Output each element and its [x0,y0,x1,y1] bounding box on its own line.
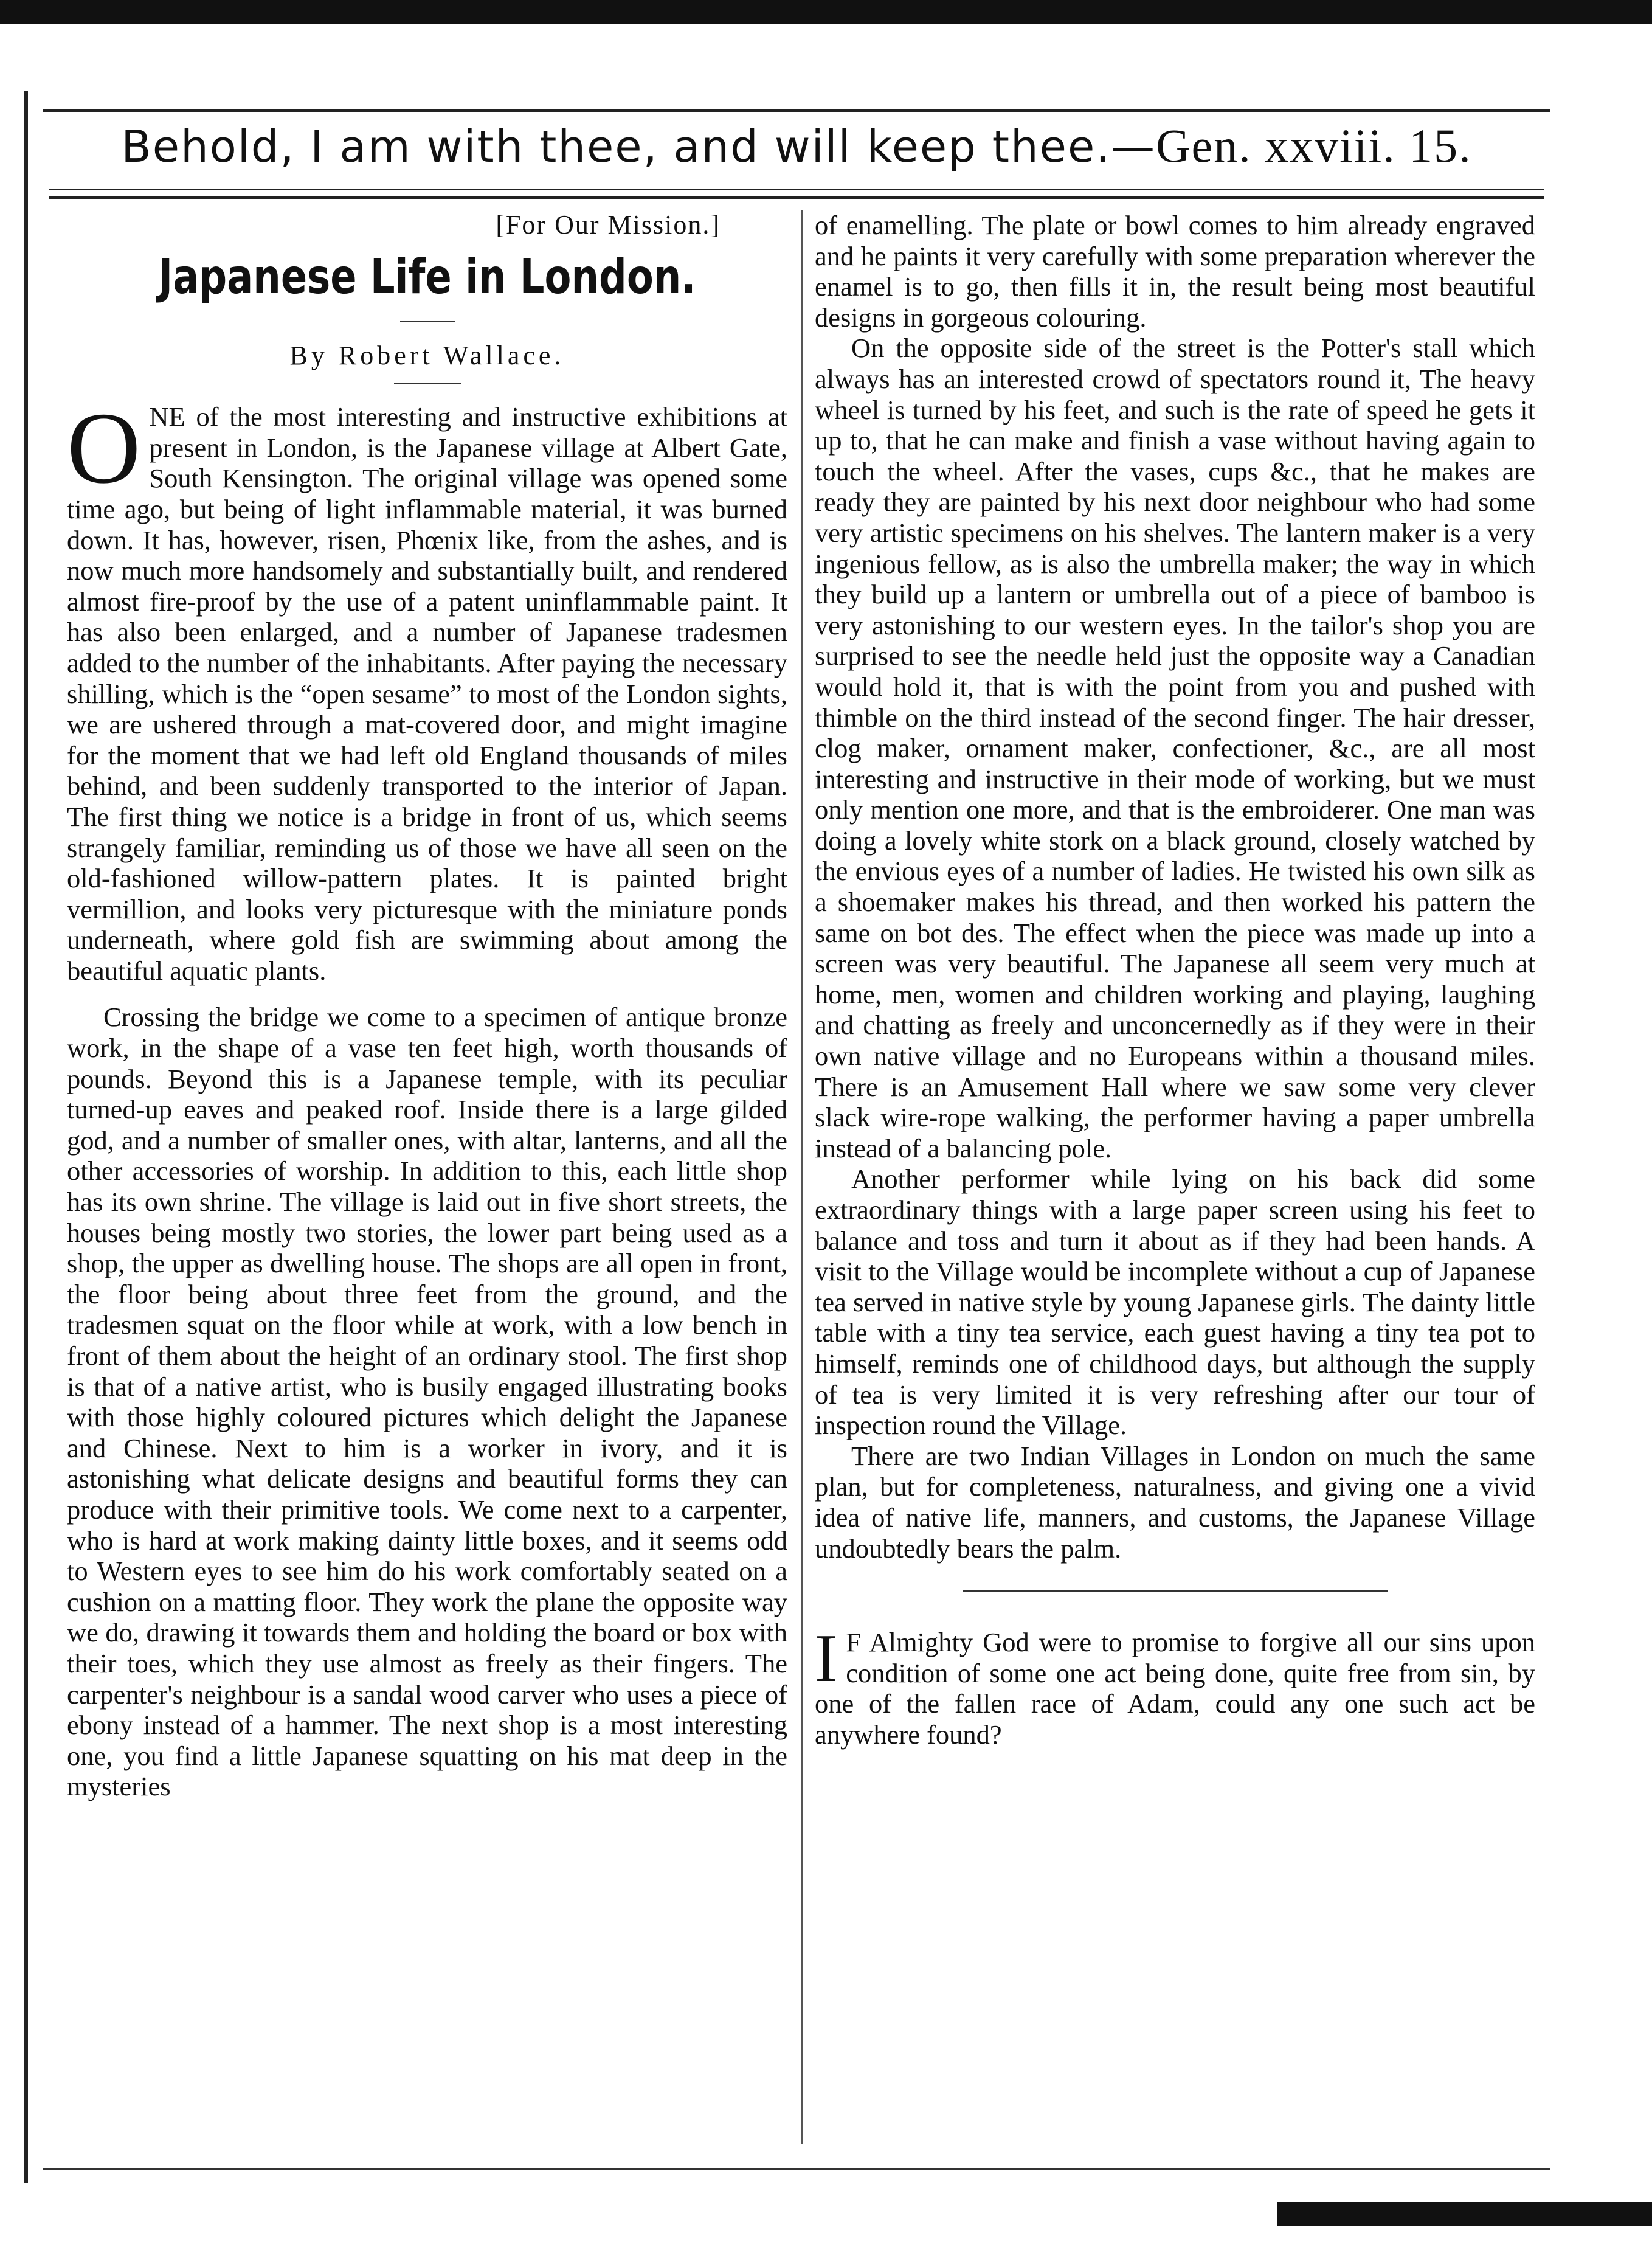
source-note: [For Our Mission.] [496,210,721,240]
page-header [49,116,1544,176]
left-page-edge [24,91,28,2183]
header-reference: Gen. xxviii. 15. [1156,119,1472,172]
closing-paragraph [815,1621,1535,1750]
column-divider [801,210,803,2144]
frame-top-rule [43,109,1550,112]
article-paragraph-6: There are two Indian Villages in London on much the same plan, but for completeness, naturalness, and giving one a vivid idea of native life, manners, and customs, the Japanese Village undoubtedly bears the palm. [815,1440,1535,1564]
title-rule [400,321,455,322]
byline-rule [394,383,461,384]
right-column [815,210,1535,1750]
article-byline: By Robert Wallace. [289,340,565,370]
closing-dropcap: I [815,1621,838,1697]
header-rule-thin [49,189,1544,190]
frame-bottom-rule [43,2168,1550,2170]
article-paragraph-2: Crossing the bridge we come to a specimen of antique bronze work, in the shape of a vase ten feet high, worth thousands of pounds. Beyond this is a Japanese temple, with its peculiar turned-up eaves and peaked roof. Inside there is a large gilded god, and a number of smaller ones, with altar, lanterns, and all the other accessories of worship. In addition to this, each little shop has its own shrine. The village is laid out in five short streets, the houses being mostly two stories, the lower part being used as a shop, the upper as dwelling house. The shops are all open in front, the floor being about three feet from the ground, and the tradesmen squat on the floor while at work, with a low bench in front of them about the height of an ordinary stool. The first shop is that of a native artist, who is busily engaged illustrating books with those highly coloured pictures which delight the Japanese and Chinese. Next to him is a worker in ivory, and it is astonishing what delicate designs and beautiful forms they can produce with their primitive tools. We come next to a carpenter, who is hard at work making dainty little boxes, and it seems odd to Western eyes to see him do his work comfortably seated on a cushion on a matting floor. They work the plane the opposite way we do, drawing it towards them and holding the board or box with their toes, which they use almost as freely as their fingers. The carpenter's neighbour is a sandal wood carver who uses a piece of ebony instead of a hammer. The next shop is a most interesting one, you find a little Japanese squatting on his mat deep in the mysteries [67,1002,787,1802]
article-title: Japanese Life in London. [158,249,696,305]
header-verse: Behold, I am with thee, and will keep thee.— [121,121,1156,172]
left-column [67,210,787,1802]
top-border-bar [0,0,1652,24]
header-rule-thick [49,196,1544,199]
section-divider [963,1590,1388,1592]
closing-text: F Almighty God were to promise to forgive all our sins upon condition of some one act being done, quite free from sin, by one of the fallen race of Adam, could any one such act be anywhere found? [815,1627,1535,1750]
bottom-border-bar [1277,2202,1652,2226]
paragraph-1-text: NE of the most interesting and instructive exhibitions at present in London, is the Japanese village at Albert Gate, South Kensington. The original village was opened some time ago, but being of light inflammable material, it was burned down. It has, however, risen, Phœnix like, from the ashes, and is now much more handsomely and substantially built, and rendered almost fire-proof by the use of a patent uninflammable paint. It has also been enlarged, and a number of Japanese tradesmen added to the number of the inhabitants. After paying the necessary shilling, which is the “open sesame” to most of the London sights, we are ushered through a mat-covered door, and might imagine for the moment that we had left old England thousands of miles behind, and been suddenly transported to the interior of Japan. The first thing we notice is a bridge in front of us, which seems strangely familiar, reminding us of those we have all seen on the old-fashioned willow-pattern plates. It is painted bright vermillion, and looks very picturesque with the miniature ponds underneath, where gold fish are swimming about among the beautiful aquatic plants. [67,401,787,986]
article-paragraph-4: On the opposite side of the street is the Potter's stall which always has an interested crowd of spectators round it, The heavy wheel is turned by his feet, and such is the rate of speed he gets it up to, that he can make and finish a vase without having again to touch the wheel. After the vases, cups &c., that he makes are ready they are painted by his next door neighbour who had some very artistic specimens on his shelves. The lantern maker is a very ingenious fellow, as is also the umbrella maker; the way in which they build up a lantern or umbrella out of a piece of bamboo is very astonishing to our western eyes. In the tailor's shop you are surprised to see the needle held just the opposite way a Canadian would hold it, that is with the point from you and pushed with thimble on the third instead of the second finger. The hair dresser, clog maker, ornament maker, confectioner, &c., are all most interesting and instructive in their mode of working, but we must only mention one more, and that is the embroiderer. One man was doing a lovely white stork on a black ground, closely watched by the envious eyes of a number of ladies. He twisted his own silk as a shoemaker makes his thread, and then worked his pattern the same on bot des. The effect when the piece was made up into a screen was very beautiful. The Japanese all seem very much at home, men, women and children working and playing, laughing and chatting as freely and unconcernedly as if they were in their own native village and no Europeans within a thousand miles. There is an Amusement Hall where we saw some very clever slack wire-rope walking, the performer having a paper umbrella instead of a balancing pole. [815,333,1535,1163]
article-paragraph-3: of enamelling. The plate or bowl comes to him already engraved and he paints it very carefully with some preparation wherever the enamel is to go, then fills it in, the result being most beautiful designs in gorgeous colouring. [815,210,1535,333]
article-paragraph-5: Another performer while lying on his back did some extraordinary things with a large paper screen using his feet to balance and toss and turn it about as if they had been hands. A visit to the Village would be incomplete without a cup of Japanese tea served in native style by young Japanese girls. The dainty little table with a tiny tea service, each guest having a tiny tea pot to himself, reminds one of childhood days, but although the supply of tea is very limited it is very refreshing after our tour of inspection round the Village. [815,1163,1535,1441]
article-paragraph-1 [67,392,787,986]
dropcap-letter: O [67,392,141,505]
